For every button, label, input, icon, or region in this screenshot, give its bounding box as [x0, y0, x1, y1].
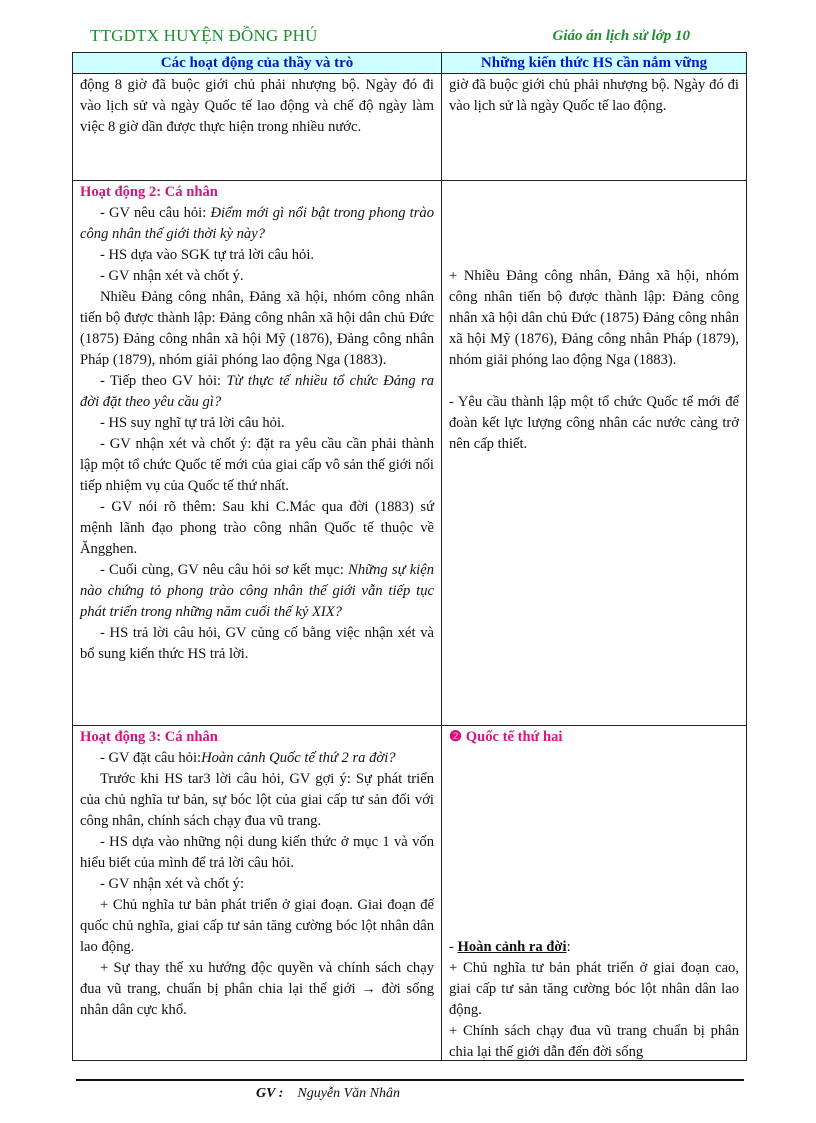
row3-left-cell: [73, 726, 442, 1061]
context-dash: -: [449, 939, 458, 955]
lesson-table: [72, 52, 747, 1061]
context-colon: :: [566, 939, 571, 955]
teacher-label: GV :: [256, 1086, 284, 1101]
row2-line-3: - GV nhận xét và chốt ý.: [100, 268, 244, 284]
row2-line-6: - HS suy nghĩ tự trả lời câu hỏi.: [100, 415, 285, 431]
row2-right-cell: [442, 181, 747, 726]
context-label: Hoàn cảnh ra đời: [457, 939, 567, 955]
row3-line-4: - GV nhận xét và chốt ý:: [100, 876, 245, 892]
row2-line-2: - HS dựa vào SGK tự trả lời câu hỏi.: [100, 247, 315, 263]
row2-right-spacer: [449, 182, 739, 266]
row3-question-1: [80, 748, 434, 769]
activity-2-title: Hoạt động 2: Cá nhân: [80, 184, 218, 200]
row2-question-1: [80, 203, 434, 245]
row3-paragraph-3: - HS dựa vào những nội dung kiến thức ở mục 1 và vốn hiểu biết của mình để trả lời câu hỏi.: [80, 834, 434, 871]
row2-left-cell: [73, 181, 442, 726]
row2-q5-prefix: - Tiếp theo GV hỏi:: [100, 373, 227, 389]
row3-right-spacer: [449, 748, 739, 937]
row3-right-text-1: + Chủ nghĩa tư bản phát triển ở giai đoạn cao, giai cấp tư sản tăng cường bóc lột nhân dân lao động.: [449, 960, 739, 1018]
col-header-knowledge: Những kiến thức HS cần nắm vững: [442, 53, 747, 74]
table-row: [73, 74, 747, 181]
page-footer: [256, 1086, 400, 1102]
row3-q1-prefix: - GV đặt câu hỏi:: [100, 750, 202, 766]
row3-paragraph-6: + Sự thay thế xu hướng độc quyền và chính sách chạy đua vũ trang, chuẩn bị phân chia lại thế giới → đời sống nhân dân cực khổ.: [80, 960, 434, 1018]
teacher-name: Nguyễn Văn Nhân: [297, 1086, 401, 1101]
row2-paragraph-8: - GV nói rõ thêm: Sau khi C.Mác qua đời (1883) sứ mệnh lãnh đạo phong trào công nhân Quốc tế thuộc về Ăngghen.: [80, 499, 434, 557]
row2-question-5: [80, 371, 434, 413]
row1-left-text: động 8 giờ đã buộc giới chủ phải nhượng bộ. Ngày đó đi vào lịch sử và ngày Quốc tế lao động và chế độ ngày làm việc 8 giờ dần được thực hiện trong nhiều nước.: [80, 77, 434, 135]
row3-right-cell: [442, 726, 747, 1061]
row2-paragraph-7: - GV nhận xét và chốt ý: đặt ra yêu cầu cần phải thành lập một tổ chức Quốc tế mới của giai cấp vô sản thế giới nối tiếp nhiệm vụ của Quốc tế thứ nhất.: [80, 436, 434, 494]
footer-divider: [76, 1079, 744, 1081]
lesson-plan-title: Giáo án lịch sử lớp 10: [552, 28, 690, 44]
school-name: TTGDTX HUYỆN ĐỒNG PHÚ: [90, 26, 318, 45]
row2-q5-italic: Từ thực tế nhiều tổ chức Đảng ra đời đặt theo yêu cầu gì?: [80, 373, 435, 410]
row2-right-text-1: + Nhiều Đảng công nhân, Đảng xã hội, nhóm công nhân tiến bộ được thành lập: Đảng công nhân xã hội dân chủ Đức (1875) Đảng công nhân xã hội Mỹ (1876), Đảng công nhân Pháp (1879), nhóm giải phóng lao động Nga (1883).: [449, 268, 739, 368]
table-row: [73, 181, 747, 726]
row2-right-text-2: - Yêu cầu thành lập một tổ chức Quốc tế mới để đoàn kết lực lượng công nhân các nước càng trở nên cấp thiết.: [449, 394, 739, 452]
row3-paragraph-2: Trước khi HS tar3 lời câu hỏi, GV gợi ý: Sự phát triển của chủ nghĩa tư bản, sự bóc lột của giai cấp tư sản đối với công nhân, chính sách chạy đua vũ trang.: [80, 771, 434, 829]
table-header-row: [73, 53, 747, 74]
row2-q1-prefix: - GV nêu câu hỏi:: [100, 205, 211, 221]
row2-q1-italic: Điểm mới gì nổi bật trong phong trào công nhân thế giới thời kỳ này?: [80, 205, 434, 242]
row3-right-text-2: + Chính sách chạy đua vũ trang chuẩn bị phân chia lại thế giới dẫn đến đời sống: [449, 1023, 739, 1059]
row2-q9-prefix: - Cuối cùng, GV nêu câu hỏi sơ kết mục:: [100, 562, 349, 578]
row2-question-9: [80, 560, 434, 623]
col-header-activities: Các hoạt động của thầy và trò: [73, 53, 442, 74]
table-row: [73, 726, 747, 1061]
row1-right-cell: [442, 74, 747, 181]
activity-3-title: Hoạt động 3: Cá nhân: [80, 729, 218, 745]
row3-q1-italic: Hoàn cảnh Quốc tế thứ 2 ra đời?: [201, 750, 396, 766]
row2-paragraph-10: - HS trả lời câu hỏi, GV củng cố bằng việc nhận xét và bổ sung kiến thức HS trả lời.: [80, 625, 434, 662]
row3-paragraph-5: + Chủ nghĩa tư bản phát triển ở giai đoạn. Giai đoạn đế quốc chủ nghĩa, giai cấp tư sản tăng cường bóc lột nhân dân lao động.: [80, 897, 434, 955]
row2-q9-italic: Những sự kiện nào chứng tỏ phong trào công nhân thế giới vẫn tiếp tục phát triển trong những năm cuối thế kỷ XIX?: [80, 562, 435, 620]
row2-right-gap: [449, 371, 739, 392]
row2-paragraph-4: Nhiều Đảng công nhân, Đảng xã hội, nhóm công nhân tiến bộ được thành lập: Đảng công nhân xã hội dân chủ Đức (1875) Đảng công nhân xã hội Mỹ (1876), Đảng công nhân Pháp (1879), nhóm giải phóng lao động Nga (1883).: [80, 289, 434, 368]
context-subheading: [449, 937, 739, 958]
row1-right-text: giờ đã buộc giới chủ phải nhượng bộ. Ngày đó đi vào lịch sử là ngày Quốc tế lao động.: [449, 77, 739, 114]
row1-left-cell: [73, 74, 442, 181]
section-2-title: ❷ Quốc tế thứ hai: [449, 729, 563, 745]
page-header: [76, 26, 744, 50]
